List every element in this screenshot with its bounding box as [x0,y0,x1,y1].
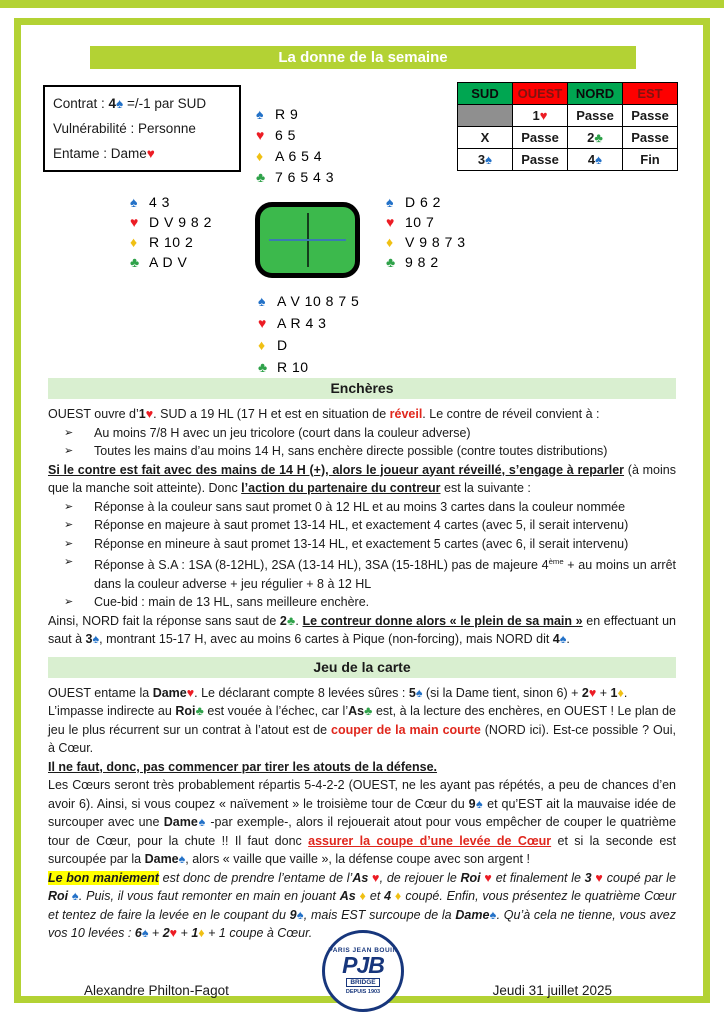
heart-icon: ♥ [386,214,395,230]
heart-icon: ♥ [258,315,267,331]
spade-cards: A V 10 8 7 5 [277,293,360,309]
bullet-item [48,498,676,517]
contract-box [43,85,241,172]
paragraph-jeu-maniement: Le bon maniement est donc de prendre l’entame de l’As ♥, de rejouer le Roi ♥ et finalement le 3 ♥ coupé par le Roi ♠. Puis, il vous faut remonter en main en jouant As ♦ et 4 ♦ coupé. Enfin, vous présentez le quatrième Cœur et tentez de faire la levée en le coupant du 9♠, mais EST surcoupe de la Dame♠. Qu’à cela ne tienne, vous avez vos 10 levées : 6♠ + 2♥ + 1♦ + 1 coupe à Cœur. [48,870,677,941]
bid-cell: 4♠ [568,149,623,171]
hand-row [258,334,359,356]
logo-club-name: PARIS JEAN BOUIN [328,947,398,954]
hand-row [130,232,212,252]
paragraph-contre-regle: Si le contre est fait avec des mains de 14 H (+), alors le joueur ayant réveillé, s’engage à reparler (à moins que la manche soit atteinte). Donc l’action du partenaire du contreur est la suivante : [48,462,676,495]
bullet-text: Cue-bid : main de 13 HL, sans meilleure enchère. [94,595,370,610]
hand-row [386,232,466,252]
bidding-header-est: EST [623,83,678,105]
lead-line: Entame : Dame♥ [53,146,155,161]
bidding-row [458,105,678,127]
diamond-cards: R 10 2 [149,234,194,250]
bullet-item [48,553,676,593]
diamond-cards: A 6 5 4 [275,148,323,164]
hand-row [130,192,212,212]
bid-cell: 2♣ [568,127,623,149]
paragraph-encheres-intro: OUEST ouvre d’1♥. SUD a 19 HL (17 H et est en situation de réveil. Le contre de réveil convient à : [48,407,600,421]
paragraph-jeu-impasse: L’impasse indirecte au Roi♣ est vouée à l’échec, car l’As♣ est, à la lecture des enchères, en OUEST ! Le plan de jeu le plus récurrent sur un contrat à l’atout est de couper de la main courte (NORD ici). Est-ce possible ? Oui, à Cœur. [48,704,676,756]
bullet-arrow-icon: ➢ [64,500,74,513]
footer-author: Alexandre Philton-Fagot [84,983,229,998]
paragraph-jeu-entame: OUEST entame la Dame♥. Le déclarant compte 8 levées sûres : 5♠ (si la Dame tient, sinon 6) + 2♥ + 1♦. [48,685,628,700]
bid-cell-empty [458,105,513,127]
top-accent-strip [0,0,724,8]
bullet-item [48,535,676,554]
bid-cell: 3♠ [458,149,513,171]
spade-icon: ♠ [386,194,394,210]
bidding-row [458,127,678,149]
diamond-icon: ♦ [130,234,138,250]
contract-line: Contrat : 4♠ =/-1 par SUD [53,96,207,111]
bullet-item [48,442,676,461]
hand-row [256,104,334,125]
east-hand [386,192,466,272]
heart-cards: 10 7 [405,214,435,230]
hand-row [258,356,359,378]
bid-cell: Fin [623,149,678,171]
heart-cards: 6 5 [275,127,296,143]
bidding-header-ouest: OUEST [513,83,568,105]
bid-cell: 1♥ [513,105,568,127]
bullet-text: Réponse en mineure à saut promet 13-14 HL, et exactement 5 cartes (avec 6, il serait intervenu) [94,536,629,551]
bullet-arrow-icon: ➢ [64,556,74,568]
diamond-icon: ♦ [258,337,266,353]
logo-bridge-label: BRIDGE [346,978,379,987]
table-cross-horizontal [269,239,346,241]
spade-cards: 4 3 [149,194,170,210]
bullet-item [48,593,676,612]
spade-cards: D 6 2 [405,194,441,210]
spade-icon: ♠ [130,194,138,210]
diamond-icon: ♦ [256,148,264,164]
pjb-club-logo [322,930,404,1012]
logo-since-label: DEPUIS 1903 [345,989,381,995]
bid-cell: Passe [513,149,568,171]
heart-icon: ♥ [130,214,139,230]
vulnerability-line: Vulnérabilité : Personne [53,121,196,136]
section-header-jeu: Jeu de la carte [48,657,676,678]
footer-date: Jeudi 31 juillet 2025 [492,983,612,998]
bid-cell: X [458,127,513,149]
club-icon: ♣ [256,169,266,185]
bullet-arrow-icon: ➢ [64,426,74,439]
diamond-icon: ♦ [386,234,394,250]
paragraph-encheres-conclusion: Ainsi, NORD fait la réponse sans saut de 2♣. Le contreur donne alors « le plein de sa main » en effectuant un saut à 3♠, montrant 15-17 H, avec au moins 6 cartes à Pique (non-forcing), mais NORD dit 4♠. [48,613,676,647]
west-hand [130,192,212,272]
diamond-cards: D [277,337,288,353]
card-table-graphic [255,202,360,278]
hand-row [256,146,334,167]
bidding-row [458,149,678,171]
bullet-text: Réponse en majeure à saut promet 13-14 HL, et exactement 4 cartes (avec 5, il serait intervenu) [94,518,629,532]
diamond-cards: V 9 8 7 3 [405,234,466,250]
hand-row [256,167,334,188]
bullet-text: Toutes les mains d’au moins 14 H, sans enchère directe possible (contre toutes distributions) [94,444,608,458]
hand-row [386,252,466,272]
content-column [48,378,676,943]
page-title: La donne de la semaine [90,46,636,69]
bidding-header-nord: NORD [568,83,623,105]
bullet-arrow-icon: ➢ [64,596,74,609]
bullet-item [48,424,676,443]
section-header-encheres: Enchères [48,378,676,399]
bidding-table [457,82,678,171]
club-icon: ♣ [386,254,396,270]
club-cards: 9 8 2 [405,254,439,270]
south-hand [258,290,359,378]
bullet-item [48,516,676,535]
hand-row [258,290,359,312]
bullet-arrow-icon: ➢ [64,445,74,457]
spade-cards: R 9 [275,106,299,122]
club-icon: ♣ [258,359,268,375]
bullet-text: Réponse à la couleur sans saut promet 0 à 12 HL et au moins 3 cartes dans la couleur nommée [94,499,626,514]
paragraph-jeu-coeurs: Les Cœurs seront très probablement répartis 5-4-2-2 (OUEST, ne les ayant pas répétés, a peu de chances d’en avoir 6). Ainsi, si vous coupez « naïvement » le troisième tour de Cœur du 9♠ et qu’EST ait la mauvaise idée de surcouper avec une Dame♠ -par exemple-, alors il rejouerait atout pour vous empêcher de couper le quatrième tour de Cœur, pour la chute !! Il faut donc assurer la coupe d’une levée de Cœur et si la seconde est surcoupée par la Dame♠, alors « vaille que vaille », la défense coupe avec son argent ! [48,778,677,867]
bullet-text: Réponse à S.A : 1SA (8-12HL), 2SA (13-14 HL), 3SA (15-18HL) pas de majeure 4ème + au moins un arrêt dans la couleur adverse + jeu régulier + 8 à 12 HL [94,557,676,591]
hand-row [386,212,466,232]
spade-icon: ♠ [258,293,266,309]
club-cards: 7 6 5 4 3 [275,169,334,185]
north-hand [256,104,334,188]
bidding-header-sud: SUD [458,83,513,105]
heart-cards: D V 9 8 2 [149,214,212,230]
bid-cell: Passe [568,105,623,127]
heart-cards: A R 4 3 [277,315,327,331]
bidding-header-row [458,83,678,105]
club-icon: ♣ [130,254,140,270]
bullet-text: Au moins 7/8 H avec un jeu tricolore (court dans la couleur adverse) [94,425,471,440]
logo-monogram: PJB [342,952,384,978]
heart-icon: ♥ [256,127,265,143]
bullet-arrow-icon: ➢ [64,537,74,550]
bullet-arrow-icon: ➢ [64,519,74,531]
bid-cell: Passe [623,105,678,127]
hand-row [130,212,212,232]
bid-cell: Passe [513,127,568,149]
hand-row [386,192,466,212]
club-cards: A D V [149,254,188,270]
hand-row [130,252,212,272]
club-cards: R 10 [277,359,309,375]
spade-icon: ♠ [256,106,264,122]
paragraph-jeu-atouts: Il ne faut, donc, pas commencer par tirer les atouts de la défense. [48,759,438,774]
hand-row [256,125,334,146]
bid-cell: Passe [623,127,678,149]
hand-row [258,312,359,334]
